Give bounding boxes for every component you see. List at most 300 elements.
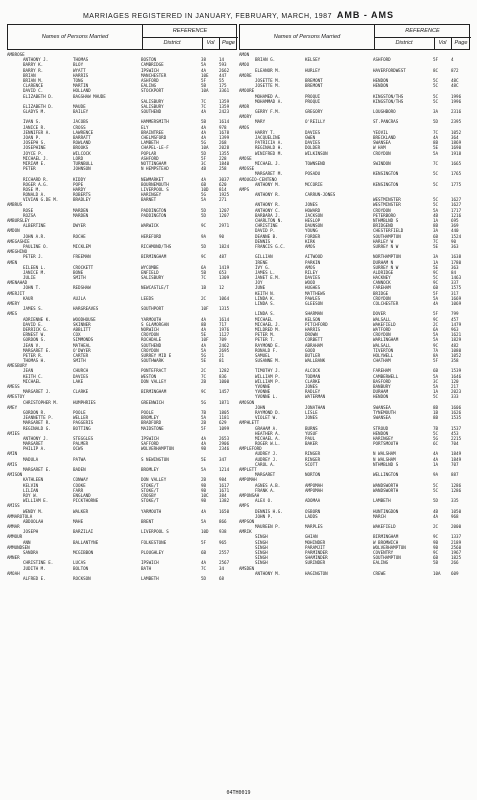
district: MANCHESTER [141,72,167,78]
surname: AMESS [7,384,20,389]
spouse-surname: YUSUF [305,430,318,436]
page-number: 1976 [219,326,230,332]
forenames: GLADYS M. [23,109,46,115]
surname: AMEN [7,259,18,265]
forenames: BRIAN M. [23,77,44,83]
volume: 9B [201,498,207,504]
spouse-surname: ADOMAA [305,498,321,504]
spouse-surname: POOLE [73,409,86,415]
district: ALDRIDGE [373,269,394,275]
page-number: 2423 [219,109,230,115]
spouse-surname: KIDDY [73,176,86,182]
district: BIRMINGHAM [373,534,399,540]
district: WAKEFIELD [373,321,396,327]
page-number: 335 [451,498,459,504]
district: YARMOUTH [141,316,162,322]
page-number: 1606 [451,404,462,410]
page-number: 1805 [219,409,230,415]
page-number: 1871 [219,399,230,405]
district: SWANSEA [373,404,391,410]
volume: 6B [433,233,439,239]
forenames: GILLIAN [255,254,273,260]
forenames: MIRIAM E. [23,160,46,166]
spouse-surname: PITCHFORD [305,321,328,327]
district: YEOVIL [373,129,389,135]
forenames: CHRISTINE E. [23,560,54,566]
volume: 1A [433,389,439,395]
district: POPLAR [141,150,157,156]
page-number: 384 [219,492,227,498]
district: SALISBURY [141,275,164,281]
district: COVENTRY [373,550,394,555]
district: MAIDSTONE [141,425,164,431]
forenames: YVONNE L. [255,394,278,400]
volume: 5C [433,487,439,493]
spouse-surname: DAUNSON [305,223,323,229]
page-number: 317 [451,290,459,296]
volume: 5C [433,181,439,187]
volume: 5D [433,119,439,125]
spouse-surname: BROOKS [73,145,89,151]
volume: 5D [433,498,439,504]
volume: 2B [201,420,207,426]
spouse-surname: JONES [305,415,318,421]
forenames: JANICE R. [23,124,46,130]
spouse-surname: MARDEN [73,207,89,213]
forenames: ROZSA [23,212,36,218]
vol-header: Vol [202,37,220,50]
volume: 10A [201,145,209,151]
page-number: 704 [451,441,459,447]
spouse-surname: GREGORY [305,109,323,115]
names-header: Names of Persons Married [8,25,143,49]
spouse-surname: ABBLITT [73,326,91,332]
volume: 1B [433,409,439,415]
page-number: 2395 [451,119,462,125]
spouse-surname: MCCORIE [305,181,323,187]
volume: 10A [433,570,441,576]
district: PONTEFRACT [141,368,167,374]
surname: AMERY [7,301,20,306]
volume: 3C [201,160,207,166]
volume: 9C [433,342,439,348]
forenames: MICHAEL [255,316,273,322]
volume: 5C [433,83,439,89]
page-number: 1621 [451,332,462,338]
volume: 9C [201,254,207,260]
forenames: SINGH [255,539,268,545]
volume: 5A [433,373,439,379]
forenames: RONALD A. [23,192,46,198]
volume: 5G [201,192,207,198]
volume: 9C [433,534,439,540]
page-number: 482 [451,342,459,348]
volume: 5A [433,295,439,301]
forenames: JAMES L. [255,269,276,275]
page-number: 363 [451,264,459,270]
spouse-surname: BADEN [73,467,86,472]
page-number: 453 [451,430,459,436]
spouse-surname: HOWARD [305,207,321,213]
spouse-surname: DAVIES [305,275,321,281]
volume: 4A [201,508,207,514]
district: CROYDON [141,347,159,353]
district: CAMBERWELL [373,373,399,379]
volume: 5C [433,394,439,400]
forenames: DAVID P. [255,228,276,234]
district: SOUTHEND [141,109,162,115]
district: LIVERPOOL S [141,529,169,535]
page-number: 12 [219,285,225,291]
volume: 3A [433,109,439,115]
page-number: 90 [451,238,457,244]
forenames: ELEANOR M. [255,67,281,73]
forenames: RAYMOND E. [255,342,281,348]
page-number: 268 [219,140,227,146]
page-number: 1825 [451,555,462,561]
spouse-surname: WELLER [73,415,89,421]
page-number: 447 [219,72,227,78]
volume: 10D [201,529,209,535]
volume: 6A [201,264,207,270]
page-number: 1627 [451,202,462,208]
district: N WALSHAM [373,456,396,462]
forenames: PHILIP A. [23,446,46,452]
forenames: GERRY F.M. [255,109,281,115]
volume: 7C [201,103,207,109]
volume: 3C [433,378,439,384]
page-number: 1309 [219,275,230,281]
page-number: 1355 [219,150,230,156]
surname: AMBROSE [7,52,25,57]
volume: 5E [201,332,207,338]
district: SALISBURY [141,103,164,109]
volume: 5C [433,197,439,203]
spouse-surname: GWEN [305,135,316,140]
district: KENSINGTON [373,171,399,177]
district: LAMBETH [373,498,391,504]
volume: 7C [433,129,439,135]
page-number: 217 [451,384,459,389]
volume: 2B [201,378,207,384]
spouse-surname: JONES [305,384,318,389]
page-number: 2557 [219,550,230,555]
surname: AMOSON [239,399,255,405]
volume: 7B [433,425,439,431]
volume: 6B [433,555,439,561]
forenames: ROSE [23,207,34,213]
names-header: Names of Persons Married [240,25,375,49]
volume: 5C [433,98,439,104]
surname: AMMAR [7,524,20,530]
forenames: DERRICK G. [23,326,49,332]
forenames: ROSE M. [23,186,41,192]
page-number: 2189 [451,539,462,545]
spouse-surname: WALLBANK [305,358,326,364]
volume: 9C [433,550,439,555]
page-number: 21 [219,352,225,358]
forenames: MICHAEL J. [255,160,281,166]
district: CHELMSFORD [141,135,167,140]
spouse-surname: HOLLAND [73,88,91,94]
spouse-surname: PAWLES [305,295,321,301]
spouse-surname: AMOS [305,243,316,249]
volume: 1A [433,259,439,265]
spouse-surname: ROWLAND [73,140,91,146]
forenames: FRANK A. [255,487,276,493]
spouse-surname: SIMMONDS [73,337,94,343]
district: SWANSEA [373,140,391,146]
forenames: MICHAEL A. [255,435,281,441]
district: LEEDS [141,295,154,301]
surname: AMOSE [239,155,252,161]
volume: 5A [433,384,439,389]
forenames: RAYMOND D. [255,409,281,415]
page-number: 3361 [219,88,230,94]
district: WANDSWORTH [373,487,399,493]
volume: 10D [201,186,209,192]
page-number: 1479 [451,321,462,327]
volume: 7C [201,565,207,571]
volume: 9B [433,544,439,550]
surname: AMERJIT [7,290,25,296]
title-range: AMB - AMS [336,10,395,20]
forenames: SINGH [255,560,268,566]
page-number: 1000 [219,378,230,384]
spouse-surname: FREEMAN [73,254,91,260]
spouse-surname: PARMINDER [305,550,328,555]
page-number: 968 [451,513,459,519]
district: ROCHDALE [141,337,162,343]
spouse-surname: ROBERTS [73,192,91,198]
surname: AMRIK [239,529,252,535]
spouse-surname: RINGER [305,456,321,462]
page-number: 90 [219,233,225,239]
page-number: 175 [219,83,227,89]
volume: 4A [433,135,439,140]
volume: 4B [433,508,439,514]
district: ENFIELD [141,269,159,275]
forenames: MARGARET E. [23,347,51,353]
forenames: KAUR [23,295,34,301]
forenames: MAUREEN P. [255,524,281,530]
volume: 5F [433,290,439,296]
district: CANNOCK [373,280,391,286]
spouse-surname: HUGHES [305,285,321,291]
volume: 4A [201,176,207,182]
forenames: SINGH [255,550,268,555]
volume: 5C [433,171,439,177]
district: LAMBETH [141,575,159,581]
spouse-surname: DAVIES [305,129,321,135]
page-number: 593 [219,62,227,68]
spouse-surname: GLEESON [305,301,323,306]
district: BIRMINGHAM [141,389,167,395]
surname: AMOSSE [239,166,255,172]
district: N WALSHAM [373,451,396,457]
volume: 4A [201,129,207,135]
district: DURHAM [373,389,389,395]
forenames: PATRICIA A. [255,140,283,146]
district: CROYDON [373,295,391,301]
forenames: BARBARA J. [255,212,281,218]
forenames: PETER R. [23,352,44,358]
forenames: JACQUELINE [255,135,281,140]
volume: 5A [201,467,207,472]
surname: AMDON [7,228,20,234]
spouse-surname: NORTON [305,472,321,478]
forenames: MOHAMED A. [255,93,281,99]
page-number: 1127 [219,332,230,338]
forenames: ROGER W.L. [255,441,281,447]
page-number: 1050 [451,508,462,514]
spouse-surname: WOOD [305,280,316,286]
volume: 9B [201,446,207,452]
district: CREWE [373,570,386,576]
volume: 4A [201,435,207,441]
volume: 5G [201,352,207,358]
volume: 5A [201,415,207,421]
volume: 5A [433,332,439,338]
forenames: MILDRED M. [255,326,281,332]
district: WOLVERHAMPTON [141,446,174,452]
page-number: 2906 [219,441,230,447]
volume: 8B [433,415,439,421]
forenames: BARRY K. [23,62,44,68]
volume: 4A [201,316,207,322]
volume: 9C [433,269,439,275]
volume: 2C [201,368,207,374]
forenames: ANTHONY M. [255,570,281,576]
spouse-surname: CHURCH [73,368,89,374]
page-number: 1775 [451,181,462,187]
spouse-surname: MAUDE [73,103,86,109]
volume: 2C [201,295,207,301]
spouse-surname: WILCOCK [73,150,91,156]
volume: 5B [201,269,207,275]
district: WELLINGTON [373,472,399,478]
volume: 4A [201,124,207,130]
volume: 5C [433,482,439,488]
surname: AMEGASHIE [7,238,30,244]
forenames: JOHN [255,404,266,410]
volume: 10E [201,72,209,78]
volume: 6B [201,181,207,187]
page-number: 1282 [219,368,230,374]
page-number: 1869 [451,140,462,146]
forenames: FRANCIS G.C. [255,243,286,249]
page-number: 717 [219,321,227,327]
spouse-surname: THOMAS [73,57,89,63]
page-number: 1359 [219,98,230,104]
spouse-surname: MOHINDER [305,539,326,545]
spouse-surname: JOHNSON [73,166,91,172]
spouse-surname: CROCKETT [73,264,94,270]
volume: 5A [433,207,439,213]
reference-header: REFERENCE [142,25,238,38]
district: SOUTHAMPTON [373,233,401,239]
district: SURREY MID E [141,352,172,358]
district: WAKEFIELD [373,524,396,530]
forenames: SINGH [255,534,268,540]
spouse-surname: LADDS [305,513,318,519]
forenames: SINGH [255,555,268,561]
spouse-surname: ALCOCK [305,368,321,374]
district: SWANSEA [373,415,391,421]
page-number: 1286 [451,487,462,493]
district: HAVERFORDWEST [373,67,406,73]
district: CROYDON [373,332,391,338]
vol-header: Vol [434,37,452,50]
district: CROSBY [141,492,157,498]
forenames: WILLIAM P. [255,373,281,379]
volume: 5E [433,264,439,270]
spouse-surname: GOOD [305,347,316,353]
volume: 2B [201,477,207,483]
district: STOKE/T [141,482,159,488]
surname: AMPS [239,186,250,192]
surname: AMIS [7,461,18,467]
forenames: JEANNETTE P. [23,415,54,421]
volume: 5G [201,399,207,405]
forenames: THOMAS H. [23,358,46,364]
page-number: 620 [219,181,227,187]
volume: 5C [433,275,439,281]
district: HARLEY W [373,238,394,244]
page-number: 1849 [451,456,462,462]
volume: 5A [201,347,207,353]
page-number: 1996 [451,93,462,99]
page-number: 2028 [219,145,230,151]
volume: 7C [201,373,207,379]
forenames: AUDREY J. [255,456,278,462]
forenames: ANTHONY C. [255,207,281,213]
page-number: 81 [219,358,225,364]
district: KENSINGTON [373,181,399,187]
forenames: YVONNE [255,389,271,395]
district: PADDINGTON [141,212,167,218]
district: FOLKESTONE [141,539,167,545]
forenames: BRIAN G. [255,57,276,63]
forenames: MICHAEL J. [255,321,281,327]
page-number: 978 [219,124,227,130]
page-number: 1181 [219,415,230,421]
page-number: 1069 [451,301,462,306]
page-number: 333 [451,394,459,400]
spouse-surname: SHARMAN [305,311,323,317]
page-number: 1524 [451,233,462,239]
spouse-surname: WILKINSON [305,150,328,156]
spouse-surname: MICKLEM [73,243,91,249]
forenames: ELIZABETH D. [23,93,54,99]
spouse-surname: BUTLER [305,352,321,358]
spouse-surname: HESLOP [305,218,321,223]
page-number: 1669 [451,295,462,301]
forenames: ELIZABETH D. [23,103,54,109]
spouse-surname: HUMPHRIES [73,399,96,405]
forenames: MARGARET E. [23,467,51,472]
spouse-surname: SMITH [73,358,86,364]
volume: 2C [433,321,439,327]
district: HENDON [373,430,389,436]
entries-right-column [239,52,472,786]
volume: 5F [201,77,207,83]
district: WATFORD [373,326,391,332]
forenames: JOSEPHINE [23,145,46,151]
district: WESTMINSTER [373,197,401,203]
district: CROYDON [373,207,391,213]
volume: 6B [433,368,439,374]
